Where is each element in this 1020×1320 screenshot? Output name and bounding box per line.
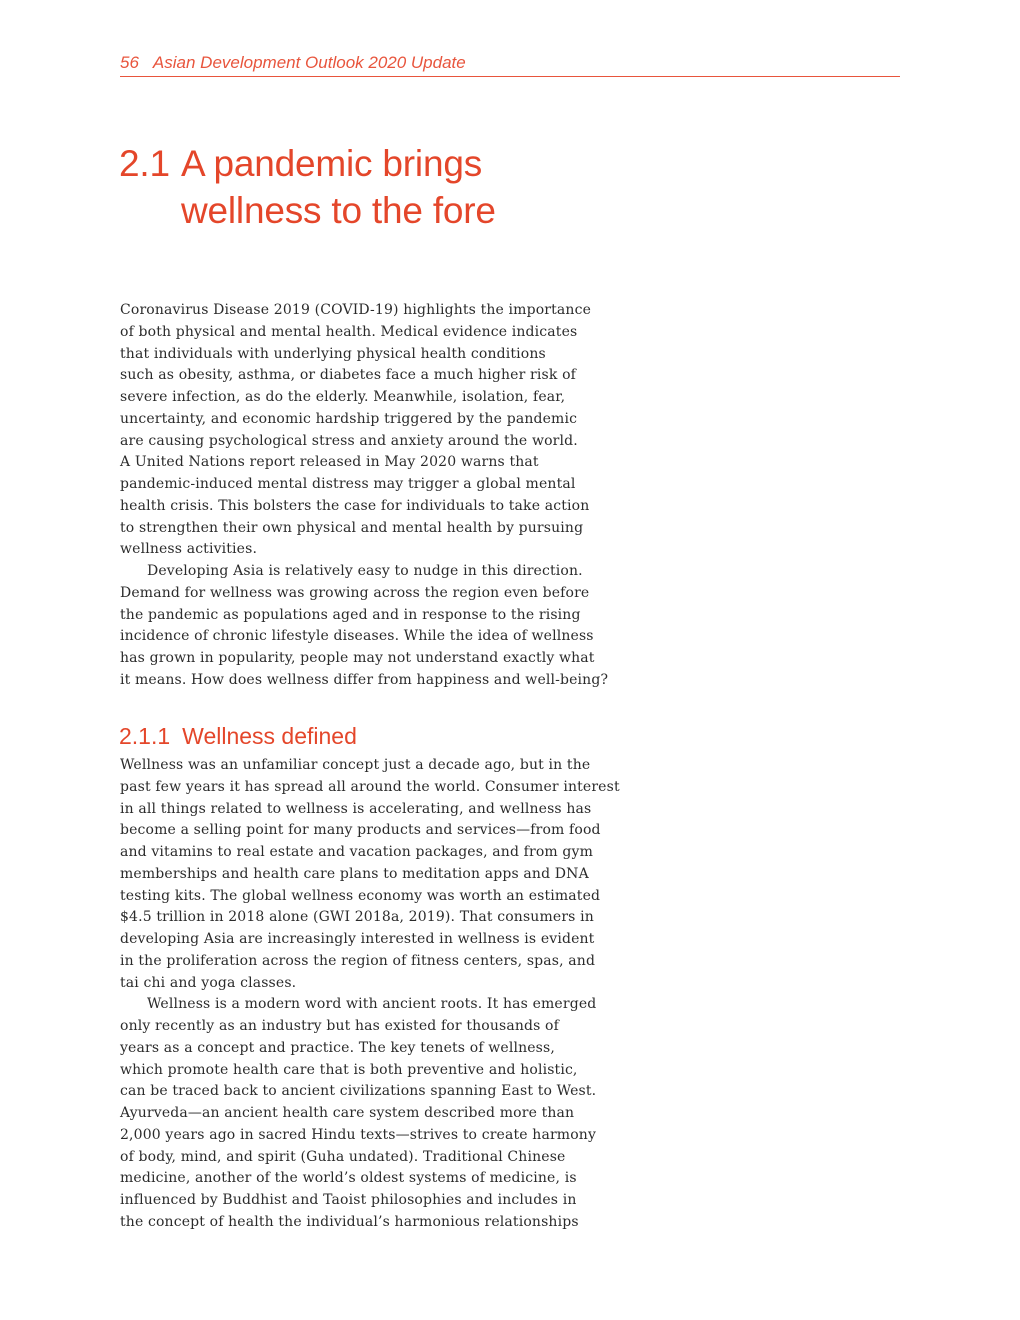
text-line: past few years it has spread all around the world. Consumer interest [120,778,620,795]
text-line: has grown in popularity, people may not understand exactly what [120,650,595,666]
text-line: Demand for wellness was growing across the region even before [120,584,590,601]
text-line: only recently as an industry but has existed for thousands of [120,1018,559,1034]
page-number: 56 [120,53,139,72]
text-line: severe infection, as do the elderly. Meanwhile, isolation, fear, [120,389,566,405]
text-line: Wellness was an unfamiliar concept just a decade ago, but in the [120,757,591,773]
chapter-title-line: wellness to the fore [181,190,496,231]
intro-paragraph [120,300,620,561]
text-line: years as a concept and practice. The key tenets of wellness, [120,1039,555,1056]
text-line: developing Asia are increasingly interested in wellness is evident [120,931,595,947]
section-title: Wellness defined [182,723,357,749]
text-line: it means. How does wellness differ from happiness and well-being? [120,671,609,688]
chapter-title-line: A pandemic brings [181,143,483,184]
text-line: the concept of health the individual’s harmonious relationships [120,1213,579,1230]
text-line: incidence of chronic lifestyle diseases. While the idea of wellness [120,628,594,645]
text-line: Coronavirus Disease 2019 (COVID-19) highlights the importance [120,302,592,318]
publication-title: Asian Development Outlook 2020 Update [152,53,466,72]
text-line: $4.5 trillion in 2018 alone (GWI 2018a, 2019). That consumers in [120,909,594,926]
section-paragraph [120,755,620,994]
text-line: Ayurveda—an ancient health care system described more than [120,1105,575,1121]
intro-paragraph [120,561,620,692]
text-line: health crisis. This bolsters the case for individuals to take action [120,497,590,514]
text-line: to strengthen their own physical and mental health by pursuing [120,519,584,536]
text-line: medicine, another of the world’s oldest systems of medicine, is [120,1170,577,1187]
text-line: influenced by Buddhist and Taoist philosophies and includes in [120,1192,577,1208]
text-line: Developing Asia is relatively easy to nudge in this direction. [147,563,583,579]
text-line: pandemic-induced mental distress may trigger a global mental [120,476,576,492]
text-line: of body, mind, and spirit (Guha undated). Traditional Chinese [120,1148,566,1165]
text-line: tai chi and yoga classes. [120,974,297,991]
text-line: that individuals with underlying physical health conditions [120,345,546,362]
text-line: and vitamins to real estate and vacation packages, and from gym [120,844,594,860]
text-line: the pandemic as populations aged and in response to the rising [120,606,581,623]
chapter-number: 2.1 [119,143,170,184]
section-body-text [120,755,620,1234]
text-line: in all things related to wellness is accelerating, and wellness has [120,800,592,817]
text-line: 2,000 years ago in sacred Hindu texts—strives to create harmony [120,1126,597,1143]
text-line: such as obesity, asthma, or diabetes face a much higher risk of [120,367,577,384]
section-heading [119,721,357,751]
text-line: which promote health care that is both preventive and holistic, [120,1061,578,1078]
text-line: in the proliferation across the region of fitness centers, spas, and [120,952,596,969]
text-line: can be traced back to ancient civilizations spanning East to West. [120,1083,597,1100]
section-paragraph [120,994,620,1233]
text-line: are causing psychological stress and anxiety around the world. [120,432,578,449]
text-line: A United Nations report released in May 2020 warns that [120,454,539,471]
text-line: of both physical and mental health. Medical evidence indicates [120,323,578,340]
chapter-title-text [181,140,679,234]
section-number: 2.1.1 [119,723,171,749]
text-line: testing kits. The global wellness economy was worth an estimated [120,887,601,904]
intro-text [120,300,620,692]
text-line: wellness activities. [120,541,258,558]
text-line: memberships and health care plans to meditation apps and DNA [120,865,589,882]
chapter-title [119,140,679,234]
text-line: become a selling point for many products and services—from food [120,822,601,839]
text-line: Wellness is a modern word with ancient roots. It has emerged [147,996,597,1013]
running-header [120,52,900,77]
text-line: uncertainty, and economic hardship triggered by the pandemic [120,410,578,427]
